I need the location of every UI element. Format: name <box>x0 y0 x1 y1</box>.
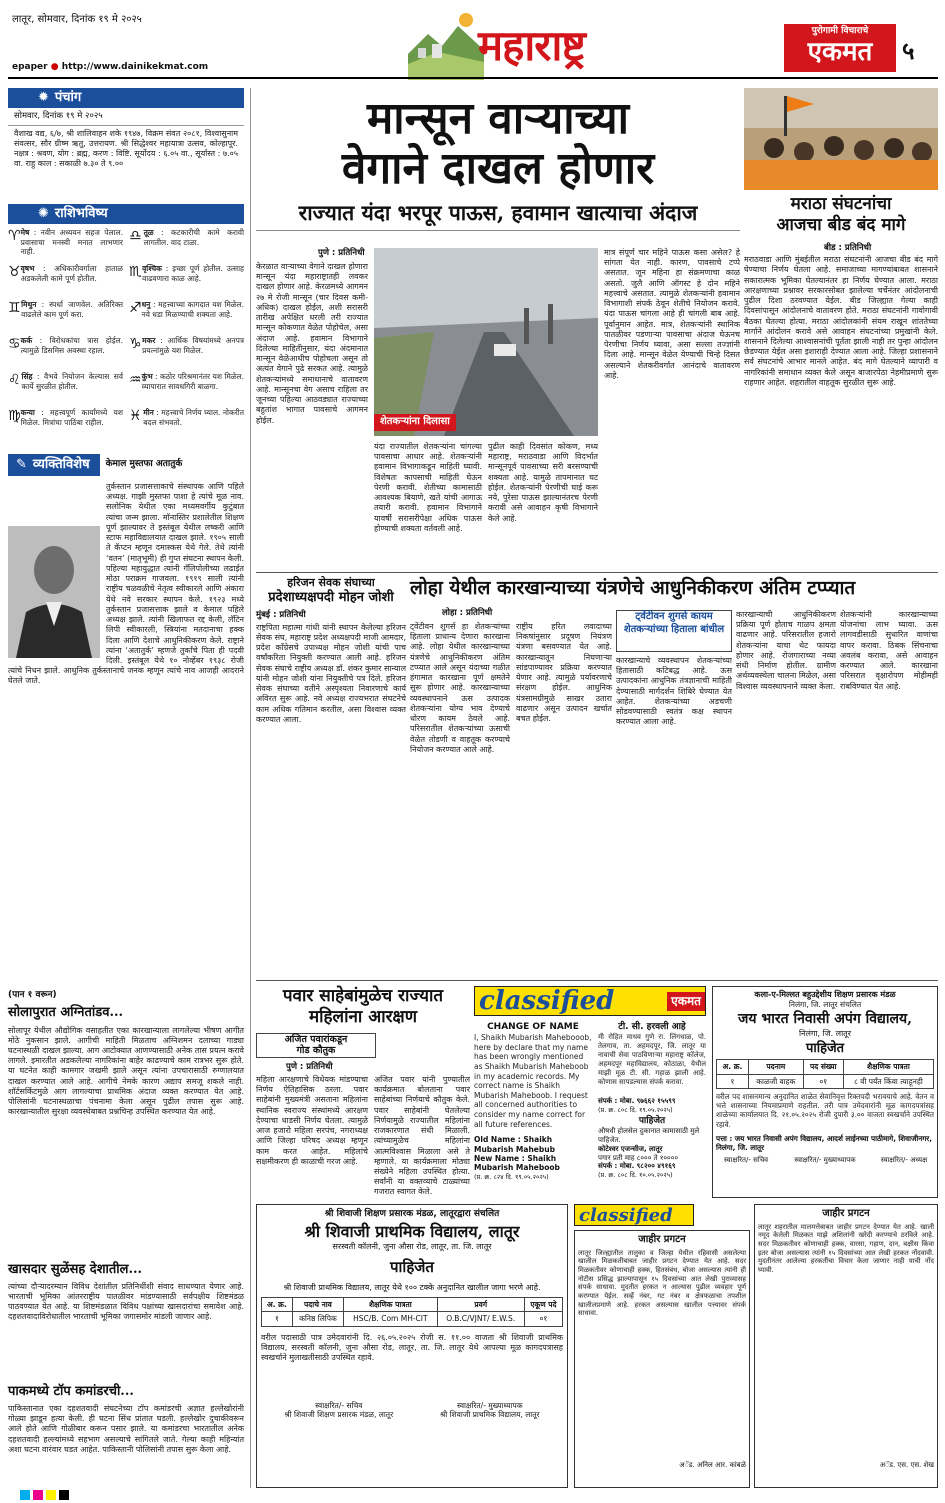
notice-new-name: New Name : Shaikh Mubarish Maheboob <box>474 1154 560 1173</box>
jb-school-place: निलंगा, जि. लातूर <box>798 1028 852 1038</box>
rashi-item: ♊ मिथुन : स्पर्धा जाणवेल. अतिरिक्त वाढलेले काम पूर्ण करा. <box>8 300 123 334</box>
brand-name: एकमत <box>807 37 873 68</box>
dateline: लातूर, सोमवार, दिनांक १९ मे २०२५ <box>12 14 142 25</box>
pawar-story <box>256 986 470 1198</box>
pn1-sign: अॅड. अनिल आर. कांबळे <box>679 1460 746 1469</box>
classified-small-brand: classified <box>579 1205 673 1226</box>
wanted-text: औषधी होलसेल दुकानात कामासाठी मुले पाहिजेत. <box>598 1127 700 1145</box>
rashi-symbol-icon: ♉ <box>8 264 21 280</box>
rashi-item: ♋ कर्क : विरोधकांचा त्रास होईल. त्यामुळे डिसमिस अवस्था रहाल. <box>8 336 123 370</box>
loha-box-headline-1: ट्वेंटीवन शुगर्स कायम <box>635 611 713 622</box>
sh-text: वरील पदासाठी पात्र उमेदवारांनी दि. २६.०५.२०२५ रोजी स. ११.०० वाजता श्री शिवाजी प्राथमिक विद्यालय, सरस्वती कॉलनी, जुना औसा रोड, लातूर, ता. जि. लातूर येथे आपल्या मूळ कागदपत्रासह स्वखर्चाने मुलाखतीसाठी उपस्थित रहावे. <box>261 1332 563 1363</box>
lead-photo-caption: शेतकऱ्यांना दिलासा <box>374 414 456 431</box>
jb-sign-1: स्वाक्षरित/- सचिव <box>723 1155 769 1164</box>
pak-headline: पाकमध्ये टॉप कमांडरची... <box>8 1383 134 1399</box>
loha-col5: शेतकऱ्यांनी कारखान्याच्या योजनांचा लाभ घ्यावा. ऊस लागवडीसाठी सुधारित वाणांचा वापर करावा. ठिबक सिंचनाचा अवलंब करावा, असे आवाहन करण्यात आले. कारखाना परिसरात वृक्षारोपण मोहीमही राबविण्यात येत आहे. <box>840 610 938 691</box>
vyaktivishesh-photo <box>8 526 100 658</box>
vyaktivishesh-heading-box <box>8 454 100 476</box>
maratha-photo <box>744 88 938 190</box>
maratha-headline-2: आजचा बीड बंद मागे <box>776 215 906 236</box>
panchang-icon: ✹ <box>38 89 49 105</box>
table-row: १ कनिष्ठ लिपिक HSC/B. Com MH-CIT O.B.C/VJNT/ E.W.S. ०१ <box>262 1312 563 1326</box>
wanted-ref: (प्र. क्र. ८०८ दि. १०.०५.२०२५) <box>598 1171 673 1180</box>
lead-story <box>256 88 740 570</box>
sh-th: एकूण पदे <box>524 1298 562 1312</box>
sh-th: शैक्षणिक पात्रता <box>344 1298 438 1312</box>
rashi-item: ♍ कन्या : महत्त्वपूर्ण कार्यांमध्ये यश मिळेल. मित्रांचा पाठिंबा राहील. <box>8 408 123 442</box>
classified-brand: classified <box>479 985 615 1016</box>
jb-address: पत्ता : जय भारत निवासी अपंग विद्यालय, आदर्श लाईनच्या पाठीमागे, शिवाजीनगर, निलंगा, जि. लातूर <box>716 1133 932 1152</box>
notice-text: I, Shaikh Mubarish Mahebooob, here by declare that my name has been wrongly mentioned as Shaikh Mubarish Maheboob in my academic records. My correct name is Shaikh Mubarish Maheboob. I request all concerned authorities to consider my name correct for all future references. <box>474 1033 592 1129</box>
pawar-box-line-1: अजित पवारांकडून <box>284 1033 348 1045</box>
loha-box <box>616 610 732 652</box>
harijan-dateline: मुंबई : प्रतिनिधी <box>256 610 306 620</box>
pn1-heading: जाहीर प्रगटन <box>638 1234 686 1245</box>
pawar-col2: अजित पवार यांनी पुण्यातील कार्यक्रमात बोलताना पवार साहेबांच्या निर्णयाचे कौतुक केले. पवार साहेबांनी घेतलेल्या निर्णयामुळे राज्यातील महिलांना राजकारणात संधी मिळाली. त्यांच्यामुळेच महिलांना आत्मविश्वास मिळाला असे ते म्हणाले. या कार्यक्रमाला मोठ्या संख्येने महिला उपस्थित होत्या. सर्वांनी या वक्तव्याचे टाळ्यांच्या गजरात स्वागत केले. <box>374 1074 470 1197</box>
maratha-headline-1: मराठा संघटनांचा <box>790 194 892 214</box>
sh-intro: श्री शिवाजी प्राथमिक विद्यालय, लातूर येथे १०० टक्के अनुदानित खालील जागा भरणे आहे. <box>283 1283 541 1292</box>
rashi-symbol-icon: ♊ <box>8 300 21 316</box>
pak-text: पाकिस्तानात एका दहशतवादी संघटनेच्या टॉप कमांडरची अज्ञात हल्लेखोरांनी गोळ्या झाडून हत्या केली. ही घटना सिंध प्रांतात घडली. हल्लेखोर दुचाकीवरून आले होते आणि गोळीबार करून पसार झाले. या कमांडरचा भारतातील अनेक दहशतवादी हल्ल्यांमध्ये सहभाग असल्याचे सांगितले जाते. गेल्या काही महिन्यांत अशा घटना वारंवार घडत आहेत. पाकिस्तानी पोलिसांनी तपास सुरू केला आहे. <box>8 1404 244 1454</box>
pan1-continued-section <box>8 990 244 1490</box>
notice-old-name: Old Name : Shaikh Mubarish Mahebub <box>474 1135 555 1154</box>
jb-sign-3: स्वाक्षरित/- अध्यक्ष <box>880 1155 928 1164</box>
vyaktivishesh-heading: व्यक्तिविशेष <box>32 456 90 472</box>
loha-col3: कारखान्याचे व्यवस्थापन शेतकऱ्यांच्या हितासाठी कटिबद्ध आहे. ऊस उत्पादकांना आधुनिक तंत्रज्ञानाची माहिती देण्यासाठी मार्गदर्शन शिबिरे घेण्यात येत आहेत. शेतकऱ्यांच्या अडचणी सोडवण्यासाठी स्वतंत्र कक्ष स्थापन करण्यात आला आहे. <box>616 656 732 727</box>
wanted-contact: संपर्क : मोबा. ९८२०० ४९१६९ <box>598 1162 676 1171</box>
pawar-col1: महिला आरक्षणाचे विधेयक मांडण्याचा निर्णय ऐतिहासिक ठरला. पवार साहेबांनी मुख्यमंत्री असताना महिलांना स्थानिक स्वराज्य संस्थांमध्ये आरक्षण देण्याचा धाडसी निर्णय घेतला. त्यामुळे आज हजारो महिला सरपंच, नगराध्यक्ष आणि जिल्हा परिषद अध्यक्ष म्हणून काम करत आहेत. महिलांचे सक्षमीकरण ही काळाची गरज आहे. <box>256 1074 368 1166</box>
table-row: १ काळजी वाहक ०१ ८ वी पर्यंत किंवा त्याहूनही <box>717 1074 934 1088</box>
loha-box-headline-2: शेतकऱ्यांच्या हिताला बांधील <box>623 623 725 635</box>
public-notice-2 <box>754 1204 938 1488</box>
sh-school: श्री शिवाजी प्राथमिक विद्यालय, लातूर <box>304 1222 520 1242</box>
khasdar-headline: खासदार सुळेंसह देशातील... <box>8 1261 143 1277</box>
change-of-name-notice <box>474 1022 592 1181</box>
classified-ekmat: एकमत <box>667 992 705 1011</box>
jb-org-place: निलंगा, जि. लातूर संचलित <box>788 1000 862 1009</box>
rashi-item: ♒ कुंभ : कठोर परिश्रमानंतर यश मिळेल. व्यापारात सावधगिरी बाळगा. <box>129 372 244 406</box>
tc-lost-notice <box>598 1022 706 1179</box>
loha-col1: ट्वेंटीवन शुगर्स हा शेतकऱ्यांच्या हिताला प्राधान्य देणारा कारखाना आहे. लोहा येथील कारखान्याच्या यंत्रणेचे आधुनिकीकरण अंतिम टप्प्यात आले असून यंदाच्या गळीत हंगामात कारखाना पूर्ण क्षमतेने सुरू होणार आहे. कारखान्याच्या व्यवस्थापनाने ऊस उत्पादक शेतकऱ्यांना योग्य भाव देण्याचे धोरण कायम ठेवले आहे. परिसरातील शेतकऱ्यांच्या ऊसाची वेळेत तोडणी व वाहतूक करण्याचे नियोजन करण्यात आले आहे. <box>410 622 510 754</box>
classified-banner <box>474 986 706 1016</box>
lead-col1: केरळात वाऱ्याच्या वेगाने दाखल होणारा मान्सून यंदा महाराष्ट्रातही लवकर दाखल होणार आहे. केरळमध्ये आगमन २७ मे रोजी मान्सून (चार दिवस कमी-अधिक) दाखल होईल, अशी सरासरी तारीख अपेक्षित धरली तरी राज्यात मान्सून कोकणात वेळेत पोहोचेल, असा अंदाज आहे. हवामान विभागाने दिलेल्या माहितीनुसार, यंदा अंदमानात मान्सून वेळेआधीच पोहोचला असून तो अत्यंत वेगाने पुढे सरकत आहे. त्यामुळे शेतकऱ्यांमध्ये समाधानाचे वातावरण आहे. मान्सूनचा वेग असाच राहिला तर जूनच्या पहिल्या आठवड्यात राज्याच्या बहुतांश भागात पावसाचे आगमन होईल. <box>256 262 368 425</box>
solapur-headline: सोलापुरात अग्नितांडव... <box>8 1005 124 1021</box>
lead-col4: मात्र संपूर्ण चार महिने पाऊस कसा असेल? हे सांगता येत नाही. कारण, पावसाचे टप्पे असतात. जून महिना हा संक्रमणाचा काळ असतो. जुलै आणि ऑगस्ट हे दोन महिने महत्त्वाचे असतात. त्यामुळे शेतकऱ्यांनी हवामान विभागाशी संपर्क ठेवून शेतीचे नियोजन करावे. यंदा पाऊस चांगला आहे ही चांगली बाब आहे. पूर्वानुमान आहेत. मात्र, शेतकऱ्यांनी स्थानिक पातळीवर पडणाऱ्या पावसाचा अंदाज घेऊनच पेरणीचा निर्णय घ्यावा, असा सल्ला तज्ज्ञांनी दिला आहे. मान्सून वेळेत येण्याची चिन्हे दिसत असल्याने शेतकरीवर्गात आनंदाचे वातावरण आहे. <box>604 248 740 380</box>
harijan-text: राष्ट्रपिता महात्मा गांधी यांनी स्थापन केलेल्या हरिजन सेवक संघ, महाराष्ट्र प्रदेश अध्यक्षपदी माजी आमदार, प्रदेश काँग्रेसचे उपाध्यक्ष मोहन जोशी यांची पाच वर्षांकरिता नियुक्ती करण्यात आली आहे. हरिजन सेवक संघाचे राष्ट्रीय अध्यक्ष डॉ. शंकर कुमार सान्याल यांनी मोहन जोशी यांना नियुक्तीचे पत्र दिले. हरिजन सेवक संघाच्या वतीने अस्पृश्यता निवारणाचे कार्य अविरत सुरू आहे. नवे अध्यक्ष राज्यभरात संघटनेचे काम अधिक गतिमान करतील, असा विश्वास व्यक्त करण्यात आला. <box>256 622 406 724</box>
jb-org: कला-ए-मिल्लत बहुउद्देशीय शिक्षण प्रसारक मंडळ <box>754 990 896 999</box>
rashi-symbol-icon: ♒ <box>129 372 142 388</box>
rashi-item: ♑ मकर : आर्थिक विषयांमध्ये अनपत्र प्रयत्नांमुळे यश मिळेल. <box>129 336 244 370</box>
classified-section <box>474 986 706 1198</box>
panchang-heading: पंचांग <box>54 89 82 105</box>
vyaktivishesh-section <box>8 454 244 968</box>
jb-school: जय भारत निवासी अपंग विद्यालय, <box>738 1011 912 1028</box>
sh-sign-2b: श्री शिवाजी प्राथमिक विद्यालय, लातूर <box>439 1410 540 1420</box>
pawar-headline-1: पवार साहेबांमुळेच राज्यात <box>282 986 444 1006</box>
notice-ref: (प्र. क्र. ८२४ दि. १९.०५.२०२५) <box>474 1172 549 1181</box>
notice-heading: CHANGE OF NAME <box>487 1022 579 1032</box>
rashi-item: ♐ धनु : महत्त्वाच्या कागदात यश मिळेल. नवे धडा मिळण्याची शक्यता आहे. <box>129 300 244 334</box>
sh-th: प्रवर्ग <box>437 1298 524 1312</box>
rashi-item: ♉ वृषभ : अधिकारीवर्गाला हाताळ अडकलेली कामे पूर्ण होतील. <box>8 264 123 298</box>
lead-dateline: पुणे : प्रतिनिधी <box>318 248 365 258</box>
loha-headline: लोहा येथील कारखान्याच्या यंत्रणेचे आधुनिकीकरण अंतिम टप्प्यात <box>410 577 856 599</box>
rashi-item: ♏ वृश्चिक : इच्छा पूर्ण होतील. उत्साह वाढवणारा काळ आहे. <box>129 264 244 298</box>
rashi-symbol-icon: ♈ <box>8 228 21 244</box>
jb-th: पद संख्या <box>803 1060 843 1074</box>
loha-story <box>410 576 938 976</box>
brand-block <box>784 24 896 72</box>
sh-org: श्री शिवाजी शिक्षण प्रसारक मंडळ, लातूरद्वारा संचलित <box>324 1209 500 1219</box>
khasdar-text: त्यांच्या दौऱ्यादरम्यान विविध देशांतील प्रतिनिधींशी संवाद साधण्यात येणार आहे. भारताची भूमिका आंतरराष्ट्रीय पातळीवर मांडण्यासाठी सर्वपक्षीय शिष्टमंडळ पाठवण्यात येत आहे. या शिष्टमंडळात विविध पक्षांच्या खासदारांचा समावेश आहे. दहशतवादाविरोधातील भारताची भूमिका जगासमोर मांडली जाणार आहे. <box>8 1281 244 1322</box>
page-number: ५ <box>902 37 915 65</box>
rashi-grid <box>8 224 244 442</box>
sh-sign-1: स्वाक्षरित/- सचिव <box>315 1400 363 1410</box>
public-notice-1 <box>574 1230 750 1488</box>
lead-headline-2: वेगाने दाखल होणार <box>341 143 655 194</box>
pn1-text: लातूर जिल्ह्यातील तालुका व जिल्हा येथील रहिवासी असलेल्या खालील मिळकतीबाबत जाहीर प्रगटन देण्यात येत आहे. सदर मिळकतीवर कोणाचाही हक्क, हितसंबंध, बोजा असल्यास त्यांनी ही नोटीस प्रसिद्ध झाल्यापासून १५ दिवसांच्या आत लेखी पुराव्यासह संपर्क साधावा. मुदतीत हरकत न आल्यास पुढील व्यवहार पूर्ण करण्यात येईल. सर्व्हे नंबर, गट नंबर व क्षेत्रफळाचा तपशील खालीलप्रमाणे आहे. हरकत असल्यास खालील पत्त्यावर संपर्क साधावा. <box>578 1248 746 1318</box>
rashi-symbol-icon: ♍ <box>8 408 21 424</box>
rashi-symbol-icon: ♏ <box>129 264 142 280</box>
pn2-sign: अॅड. एस. एस. शेख <box>879 1460 934 1469</box>
harijan-story <box>256 576 406 976</box>
wanted-heading: पाहिजेत <box>638 1116 666 1127</box>
jb-heading: पाहिजेत <box>805 1040 845 1056</box>
rashi-symbol-icon: ♎ <box>129 228 142 244</box>
sh-heading: पाहिजेत <box>390 1258 434 1277</box>
rashi-heading-bar <box>8 204 244 224</box>
rashi-symbol-icon: ♋ <box>8 336 21 352</box>
maratha-text: मराठवाडा आणि मुंबईतील मराठा संघटनांनी आजचा बीड बंद मागे घेण्याचा निर्णय घेतला आहे. समाजाच्या मागण्यांबाबत शासनाने सकारात्मक भूमिका घेतल्यानंतर हा निर्णय घेण्यात आला. मराठा आरक्षणाच्या प्रश्नावर सरकारसोबत झालेल्या चर्चेनंतर आंदोलनाची पुढील दिशा ठरवण्यात येईल. बीड जिल्ह्यात गेल्या काही दिवसांपासून आंदोलनाचे वातावरण होते. मराठा संघटनांनी गावोगावी बैठका घेतल्या होत्या. मराठा आंदोलकांनी संयम राखून शांततेच्या मार्गाने आंदोलन करावे असे आवाहन संघटनांच्या प्रमुखांनी केले. शासनाने दिलेल्या आश्वासनांची पूर्तता झाली नाही तर पुन्हा आंदोलन छेडण्यात येईल असा इशाराही देण्यात आला आहे. जिल्हा प्रशासनाने सर्व संघटनांचे आभार मानले आहेत. बंद मागे घेतल्याने व्यापारी व नागरिकांनी समाधान व्यक्त केले असून बाजारपेठा नेहमीप्रमाणे सुरू राहणार आहेत. शहरातील वाहतूक सुरळीत सुरू आहे. <box>744 255 938 387</box>
panchang-date: सोमवार, दिनांक १९ मे २०२५ <box>8 108 244 126</box>
jaybharat-ad <box>712 986 938 1198</box>
left-column-rule <box>250 88 251 1488</box>
rashi-symbol-icon: ♐ <box>129 300 142 316</box>
vyaktivishesh-subject: केमाल मुस्तफा अतातुर्क <box>105 459 183 470</box>
lead-col2: यंदा राज्यातील शेतकऱ्यांना चांगल्या पावसाचा आधार आहे. शेतकऱ्यांनी हवामान विभागाकडून माहिती घ्यावी. विशेषतः कापसाची माहिती घेऊन पेरणी करावी. शेतीच्या कामासाठी आवश्यक बियाणे, खते यांची आगाऊ तयारी करावी. हवामान विभागाने यावर्षी सरासरीपेक्षा अधिक पाऊस होण्याची शक्यता वर्तवली आहे. <box>374 442 482 533</box>
lost-contact: संपर्क : मोबा. ९७६६२ १५५९९ <box>598 1097 676 1106</box>
vyaktivishesh-text: तुर्कस्तान प्रजासत्ताकाचे संस्थापक आणि पहिले अध्यक्ष. गाझी मुस्तफा पाशा हे त्यांचे मूळ नाव. सलोनिक येथील एका मध्यमवर्गीय कुटुंबात त्यांचा जन्म झाला. मॉनास्तिर प्रशालेतील शिक्षण पूर्ण झाल्यावर ते इस्तंबूल येथील लष्करी आणि स्टाफ महाविद्यालयात दाखल झाले. १९०५ साली ते कॅप्टन म्हणून दमास्कस येथे गेले. तेथे त्यांनी ‘वतन’ (मातृभूमी) ही गुप्त संघटना स्थापन केली. पहिल्या महायुद्धात त्यांनी गॅलिपोलीच्या लढाईत मोठा पराक्रम गाजवला. १९१९ साली त्यांनी राष्ट्रीय चळवळीचे नेतृत्व स्वीकारले आणि अंकारा येथे नवे सरकार स्थापन केले. १९२३ मध्ये तुर्कस्तान प्रजासत्ताक झाले व केमाल पहिले अध्यक्ष झाले. त्यांनी खिलाफत रद्द केली, लॅटिन लिपी स्वीकारली, स्त्रियांना मतदानाचा हक्क दिला आणि देशाचे आधुनिकीकरण केले. राष्ट्राने त्यांना ‘अतातुर्क’ म्हणजे तुर्कांचे पिता ही पदवी दिली. इस्तंबूल येथे १० नोव्हेंबर १९३८ रोजी त्यांचे निधन झाले. आधुनिक तुर्कस्तानाचे जनक म्हणून त्यांचे नाव आजही आदराने घेतले जाते. <box>8 482 244 686</box>
harijan-headline-1: हरिजन सेवक संघाच्या <box>287 576 375 589</box>
masthead-rule <box>8 77 938 79</box>
panchang-section <box>8 88 244 180</box>
globe-icon: ● <box>50 62 59 72</box>
rashi-heading: राशिभविष्य <box>54 205 108 221</box>
epaper-row <box>12 62 208 73</box>
shivaji-ad <box>256 1204 568 1488</box>
brand-tagline: पुरोगामी विचाराचे <box>811 26 869 36</box>
classified-small-banner <box>574 1204 694 1226</box>
lead-subhead: राज्यात यंदा भरपूर पाऊस, हवामान खात्याचा अंदाज <box>256 200 740 231</box>
rashi-symbol-icon: ♌ <box>8 372 21 388</box>
sh-sign-1b: श्री शिवाजी शिक्षण प्रसारक मंडळ, लातूर <box>284 1410 394 1420</box>
jb-th: अ. क्र. <box>717 1060 749 1074</box>
continued-label: (पान १ वरून) <box>8 990 57 1000</box>
vyaktivishesh-heading-bar <box>8 454 244 476</box>
sh-address: सरस्वती कॉलनी, जुना औसा रोड, लातूर, ता. जि. लातूर <box>332 1242 492 1252</box>
rashi-item: ♓ मीन : महत्त्वाचे निर्णय घ्याल. नोकरीत बदल संभवतो. <box>129 408 244 442</box>
sh-th: पदाचे नाव <box>292 1298 343 1312</box>
rashi-item: ♈ मेष : नवीन अध्ययन सहज पेलाल. प्रवासाचा मनस्वी मनात लाभणार नाही. <box>8 228 123 262</box>
lost-heading: टी. सी. हरवली आहे <box>618 1022 686 1032</box>
lead-photo <box>374 248 598 436</box>
color-registration-marks <box>20 1490 72 1503</box>
masthead <box>0 0 945 88</box>
solapur-text: सोलापूर येथील औद्योगिक वसाहतीत एका कारखान्याला लागलेल्या भीषण आगीत मोठे नुकसान झाले. आगीची माहिती मिळताच अग्निशमन दलाच्या गाड्या घटनास्थळी दाखल झाल्या. आग आटोक्यात आणण्यासाठी अनेक तास प्रयत्न करावे लागले. इमारतीत अडकलेल्या नागरिकांना बाहेर काढण्याचे काम रात्रभर सुरू होते. या घटनेत काही कामगार जखमी झाले असून त्यांना उपचारासाठी रुग्णालयात दाखल करण्यात आले आहे. आगीचे नेमके कारण अद्याप समजू शकले नाही. शॉर्टसर्किटमुळे आग लागल्याचा प्राथमिक अंदाज व्यक्त करण्यात येत आहे. पोलिसांनी घटनास्थळाचा पंचनामा केला असून पुढील तपास सुरू आहे. कारखान्यातील सुरक्षा व्यवस्थेबाबत प्रश्नचिन्ह उपस्थित करण्यात येत आहे. <box>8 1025 244 1117</box>
jb-sign-2: स्वाक्षरित/- मुख्याध्यापक <box>794 1155 856 1164</box>
rashi-item: ♌ सिंह : वैभवे नियोजन केल्यास सर्व कार्ये सुरळीत होतील. <box>8 372 123 406</box>
rashi-section <box>8 204 244 446</box>
lead-col3: पुढील काही दिवसांत कोकण, मध्य महाराष्ट्र, मराठवाडा आणि विदर्भात मान्सूनपूर्व पावसाच्या सरी बरसण्याची शक्यता आहे. यामुळे तापमानात घट होईल. शेतकऱ्यांनी पेरणीची घाई करू नये, पुरेसा पाऊस झाल्यानंतरच पेरणी करावी असे आवाहन कृषी विभागाने केले आहे. <box>488 442 598 523</box>
loha-dateline: लोहा : प्रतिनिधी <box>442 608 493 618</box>
maratha-story <box>744 88 938 570</box>
panchang-text: वैशाख वद्य, ६/७, श्री शालिवाहन शके १९४७, विक्रम संवत २०८१, विश्वासुनाम संवत्सर, सौर ग्रीष्म ऋतु, उत्तरायण. श्री सिद्धेश्वर महायात्रा उत्सव, कोल्हापूर. नक्षत्र : श्रवण, योग : ब्रह्म, करण : विष्टि. सूर्योदय : ६.०५ वा., सूर्यास्त : ७.०५ वा. राहु काल : सकाळी ७.३० ते ९.०० <box>14 128 238 169</box>
jb-text: वरील पद शासनमान्य अनुदानित शाळेत सेवानिवृत्त रिक्तपदी भरावयाचे आहे. वेतन व भत्ते शासनाच्या नियमाप्रमाणे राहतील. तरी पात्र उमेदवारांनी मूळ कागदपत्रांसह शाळेच्या कार्यालयात दि. २१.०५.२०२५ रोजी दुपारी ३.०० वाजता स्वखर्चाने उपस्थित रहावे. <box>716 1091 934 1129</box>
loha-col2: राष्ट्रीय हरित लवादाच्या निकषांनुसार प्रदूषण नियंत्रण यंत्रणा बसवण्यात येत आहे. कारखान्यातून निघणाऱ्या सांडपाण्यावर प्रक्रिया करण्यात येणार आहे. त्यामुळे पर्यावरणाचे संरक्षण होईल. आधुनिक यंत्रसामग्रीमुळे साखर उतारा वाढणार असून उत्पादन खर्चात बचत होईल. <box>516 622 612 724</box>
loha-col4: कारखान्याची आधुनिकीकरण प्रक्रिया पूर्ण होताच गाळप क्षमता वाढणार आहे. परिसरातील हजारो शेतकऱ्यांना याचा थेट फायदा होणार आहे. रोजगाराच्या नव्या संधी निर्माण होतील. ग्रामीण अर्थव्यवस्थेला चालना मिळेल, असा विश्वास व्यवस्थापनाने व्यक्त केला. <box>736 610 836 691</box>
sh-sign-2: स्वाक्षरित/- मुख्याध्यापक <box>456 1400 523 1410</box>
jb-th: शैक्षणिक पात्रता <box>843 1060 933 1074</box>
rashi-symbol-icon: ♑ <box>129 336 142 352</box>
sh-table <box>261 1297 563 1327</box>
harijan-headline-2: प्रदेशाध्यक्षपदी मोहन जोशी <box>268 589 394 605</box>
wanted-pay: पगार प्रती माह ८००० ते १०००० <box>598 1153 678 1162</box>
epaper-label: epaper <box>12 62 48 72</box>
pawar-box <box>256 1033 376 1059</box>
mid-rule-2 <box>256 980 938 981</box>
rashi-item: ♎ तूळ : कटकारीची कामे करावी लागतील. वाद टाळा. <box>129 228 244 262</box>
section-title: महाराष्ट्र <box>478 21 585 70</box>
pawar-dateline: पुणे : प्रतिनिधी <box>286 1062 333 1073</box>
pn2-text: लातूर शहरातील मालमत्तेबाबत जाहीर प्रगटन देण्यात येत आहे. खाली नमूद केलेली मिळकत माझे अशिलांनी खरेदी करण्याचे ठरविले आहे. सदर मिळकतीवर कोणाचाही हक्क, वारसा, गहाण, दान, बक्षीस किंवा इतर बोजा असल्यास त्यांनी १५ दिवसांच्या आत लेखी हरकत नोंदवावी. मुदतीनंतर आलेल्या हरकतींचा विचार केला जाणार नाही याची नोंद घ्यावी. <box>758 1222 934 1274</box>
pn2-heading: जाहीर प्रगटन <box>822 1208 870 1219</box>
masthead-landscape <box>408 4 484 80</box>
pawar-headline-2: महिलांना आरक्षण <box>308 1007 418 1028</box>
lost-text: मी रोहित माधव गुणे रा. लिंगधाळ, पो. तेलगाव, ता. अहमदपूर, जि. लातूर या नावाची सेवा पाठविणाऱ्या महाराष्ट्र कॉलेज, अहमदपूर महाविद्यालय, कोठाळा, येथील माझी मूळ टी. सी. गहाळ झाली आहे. कोणास सापडल्यास संपर्क करावा. <box>598 1033 706 1087</box>
maratha-dateline: बीड : प्रतिनिधी <box>824 242 872 253</box>
vyaktivishesh-icon: ✎ <box>16 456 27 472</box>
lead-headline-1: मान्सून वाऱ्याच्या <box>366 93 630 144</box>
jb-th: पदनाम <box>748 1060 803 1074</box>
rashi-symbol-icon: ♓ <box>129 408 142 424</box>
wanted-firm: कोटेश्वर एजन्सीज, लातूर <box>598 1144 663 1153</box>
panchang-heading-bar <box>8 88 244 108</box>
pawar-box-line-2: गोड कौतुक <box>296 1045 336 1057</box>
rashi-icon: ✺ <box>38 205 49 221</box>
lost-ref: (प्र. क्र. ८०८ दि. १९.०५.२०२५) <box>598 1106 673 1114</box>
epaper-link[interactable]: http://www.dainikekmat.com <box>61 62 209 72</box>
mid-rule-1 <box>256 572 938 573</box>
jb-table <box>716 1059 934 1089</box>
sh-th: अ. क्र. <box>262 1298 293 1312</box>
